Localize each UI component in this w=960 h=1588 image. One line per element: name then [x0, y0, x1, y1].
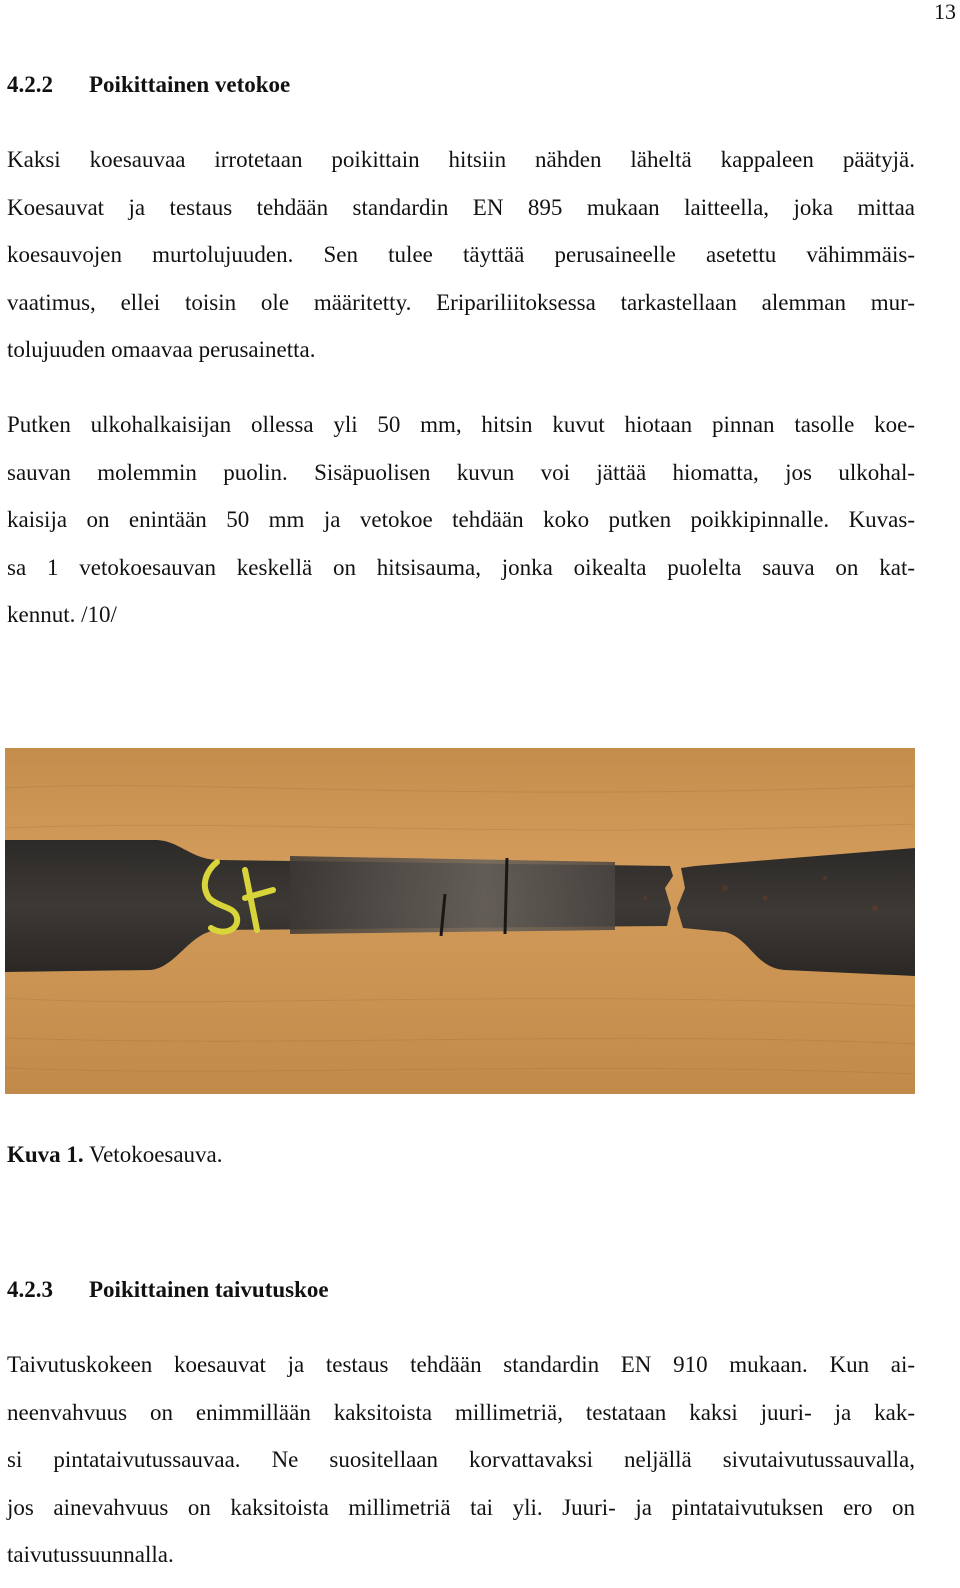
text-line: tolujuuden omaavaa perusainetta. [7, 337, 316, 362]
section-number: 4.2.3 [7, 1277, 53, 1302]
section-title: Poikittainen vetokoe [89, 72, 291, 97]
paragraph-tensile-intro [7, 145, 915, 383]
section-title: Poikittainen taivutuskoe [89, 1277, 329, 1302]
text-line: kaisija on enintään 50 mm ja vetokoe tehdään koko putken poikkipinnalle. Kuvas- [7, 507, 915, 532]
paragraph-tensile-pipe [7, 410, 915, 648]
text-line: neenvahvuus on enimmillään kaksitoista millimetriä, testataan kaksi juuri- ja kak- [7, 1399, 915, 1425]
text-line: vaatimus, ellei toisin ole määritetty. Eripariliitoksessa tarkastellaan alemman mur- [7, 289, 915, 315]
text-line: Putken ulkohalkaisijan ollessa yli 50 mm, hitsin kuvut hiotaan pinnan tasolle koe- [7, 412, 915, 437]
text-line: sa 1 vetokoesauvan keskellä on hitsisauma, jonka oikealta puolelta sauva on kat- [7, 554, 915, 580]
text-line: taivutussuunnalla. [7, 1542, 174, 1567]
text-line: Koesauvat ja testaus tehdään standardin EN 895 mukaan laitteella, joka mittaa [7, 194, 915, 220]
caption-text: Vetokoesauva. [89, 1142, 223, 1167]
text-line: si pintataivutussauvaa. Ne suositellaan korvattavaksi neljällä sivutaivutussauvalla, [7, 1447, 915, 1472]
text-line: jos ainevahvuus on kaksitoista millimetriä tai yli. Juuri- ja pintataivutuksen ero on [7, 1494, 915, 1520]
text-line: koesauvojen murtolujuuden. Sen tulee täyttää perusaineelle asetettu vähimmäis- [7, 242, 915, 267]
text-line: Kaksi koesauvaa irrotetaan poikittain hitsiin nähden läheltä kappaleen päätyjä. [7, 147, 915, 172]
figure-caption [7, 1141, 223, 1169]
section-number: 4.2.2 [7, 72, 53, 97]
section-heading-4-2-3 [7, 1276, 329, 1304]
text-line: Taivutuskokeen koesauvat ja testaus tehdään standardin EN 910 mukaan. Kun ai- [7, 1352, 915, 1377]
text-line: sauvan molemmin puolin. Sisäpuolisen kuvun voi jättää hiomatta, jos ulkohal- [7, 459, 915, 485]
section-heading-4-2-2 [7, 71, 290, 99]
text-line: kennut. /10/ [7, 602, 117, 627]
tensile-test-specimen-photo [5, 748, 915, 1094]
caption-label: Kuva 1. [7, 1142, 84, 1167]
page-number: 13 [934, 0, 956, 24]
weld-zone [290, 856, 615, 934]
paragraph-bending [7, 1350, 915, 1588]
weld-line [505, 858, 507, 934]
